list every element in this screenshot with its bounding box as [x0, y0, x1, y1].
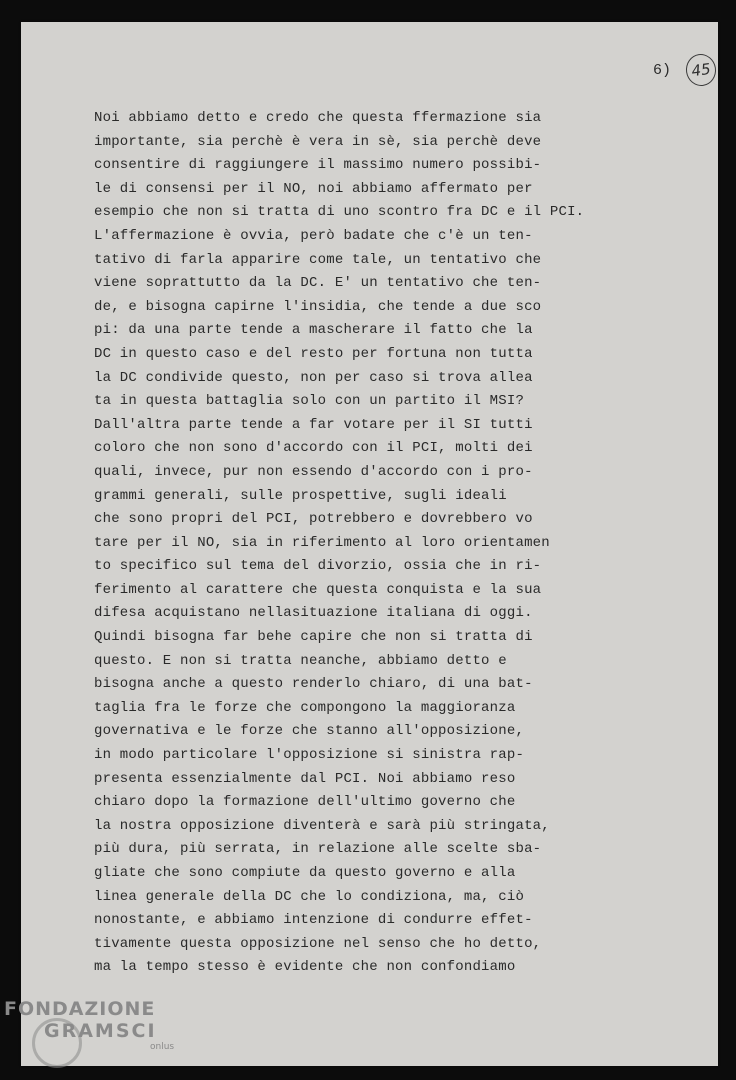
logo-line-1: FONDAZIONE — [4, 998, 156, 1020]
text-line: tivamente questa opposizione nel senso che ho detto, — [94, 935, 542, 952]
text-line: che sono propri del PCI, potrebbero e dovrebbero vo — [94, 511, 533, 528]
archive-stamp: 45 — [684, 52, 718, 88]
text-line: ma la tempo stesso è evidente che non confondiamo — [94, 959, 516, 976]
text-line: to specifico sul tema del divorzio, ossia che in ri- — [94, 558, 542, 575]
text-line: presenta essenzialmente dal PCI. Noi abbiamo reso — [94, 770, 516, 787]
text-line: difesa acquistano nellasituazione italiana di oggi. — [94, 605, 533, 622]
text-line: Noi abbiamo detto e credo che questa ffermazione sia — [94, 110, 542, 126]
text-line: esempio che non si tratta di uno scontro fra DC e il PCI. — [94, 204, 585, 221]
text-line: gliate che sono compiute da questo governo e alla — [94, 865, 516, 881]
text-line: in modo particolare l'opposizione si sinistra rap- — [94, 747, 525, 764]
text-line: L'affermazione è ovvia, però badate che c'è un ten- — [94, 227, 533, 244]
text-line: nonostante, e abbiamo intenzione di condurre effet- — [94, 912, 533, 929]
text-line: Quindi bisogna far behe capire che non si tratta di — [94, 629, 533, 646]
typewritten-text — [94, 107, 584, 980]
text-line: bisogna anche a questo renderlo chiaro, di una bat- — [94, 676, 533, 693]
text-line: chiaro dopo la formazione dell'ultimo governo che — [94, 794, 516, 811]
text-line: DC in questo caso e del resto per fortuna non tutta — [94, 345, 533, 362]
watermark-logo — [4, 998, 175, 1052]
text-line: coloro che non sono d'accordo con il PCI, molti dei — [94, 440, 533, 457]
text-line: la nostra opposizione diventerà e sarà più stringata, — [94, 817, 550, 834]
text-line: importante, sia perchè è vera in sè, sia perchè deve — [94, 133, 542, 150]
text-line: linea generale della DC che lo condiziona, ma, ciò — [94, 888, 525, 905]
text-line: questo. E non si tratta neanche, abbiamo detto e — [94, 652, 507, 669]
text-line: le di consensi per il NO, noi abbiamo affermato per — [94, 180, 533, 197]
text-line: quali, invece, pur non essendo d'accordo con i pro- — [94, 463, 533, 480]
text-line: tativo di farla apparire come tale, un tentativo che — [94, 251, 542, 268]
text-line: de, e bisogna capirne l'insidia, che tende a due sco — [94, 298, 542, 315]
text-line: consentire di raggiungere il massimo numero possibi- — [94, 157, 542, 174]
logo-line-2: GRAMSCI — [44, 1020, 157, 1042]
text-line: la DC condivide questo, non per caso si trova allea — [94, 369, 533, 386]
text-line: ta in questa battaglia solo con un partito il MSI? — [94, 393, 525, 410]
logo-suffix: onlus — [150, 1042, 175, 1052]
text-line: più dura, più serrata, in relazione alle scelte sba- — [94, 841, 542, 858]
page-number: 6) — [653, 62, 672, 79]
text-line: viene soprattutto da la DC. E' un tentativo che ten- — [94, 275, 542, 292]
logo-ring-icon — [32, 1018, 82, 1068]
text-line: governativa e le forze che stanno all'opposizione, — [94, 723, 525, 740]
document-page — [21, 22, 718, 1066]
text-line: ferimento al carattere che questa conquista e la sua — [94, 581, 542, 598]
text-line: taglia fra le forze che compongono la maggioranza — [94, 699, 516, 716]
text-line: pi: da una parte tende a mascherare il fatto che la — [94, 322, 533, 339]
text-line: tare per il NO, sia in riferimento al loro orientamen — [94, 534, 550, 551]
text-line: Dall'altra parte tende a far votare per il SI tutti — [94, 416, 533, 433]
text-line: grammi generali, sulle prospettive, sugli ideali — [94, 487, 507, 504]
